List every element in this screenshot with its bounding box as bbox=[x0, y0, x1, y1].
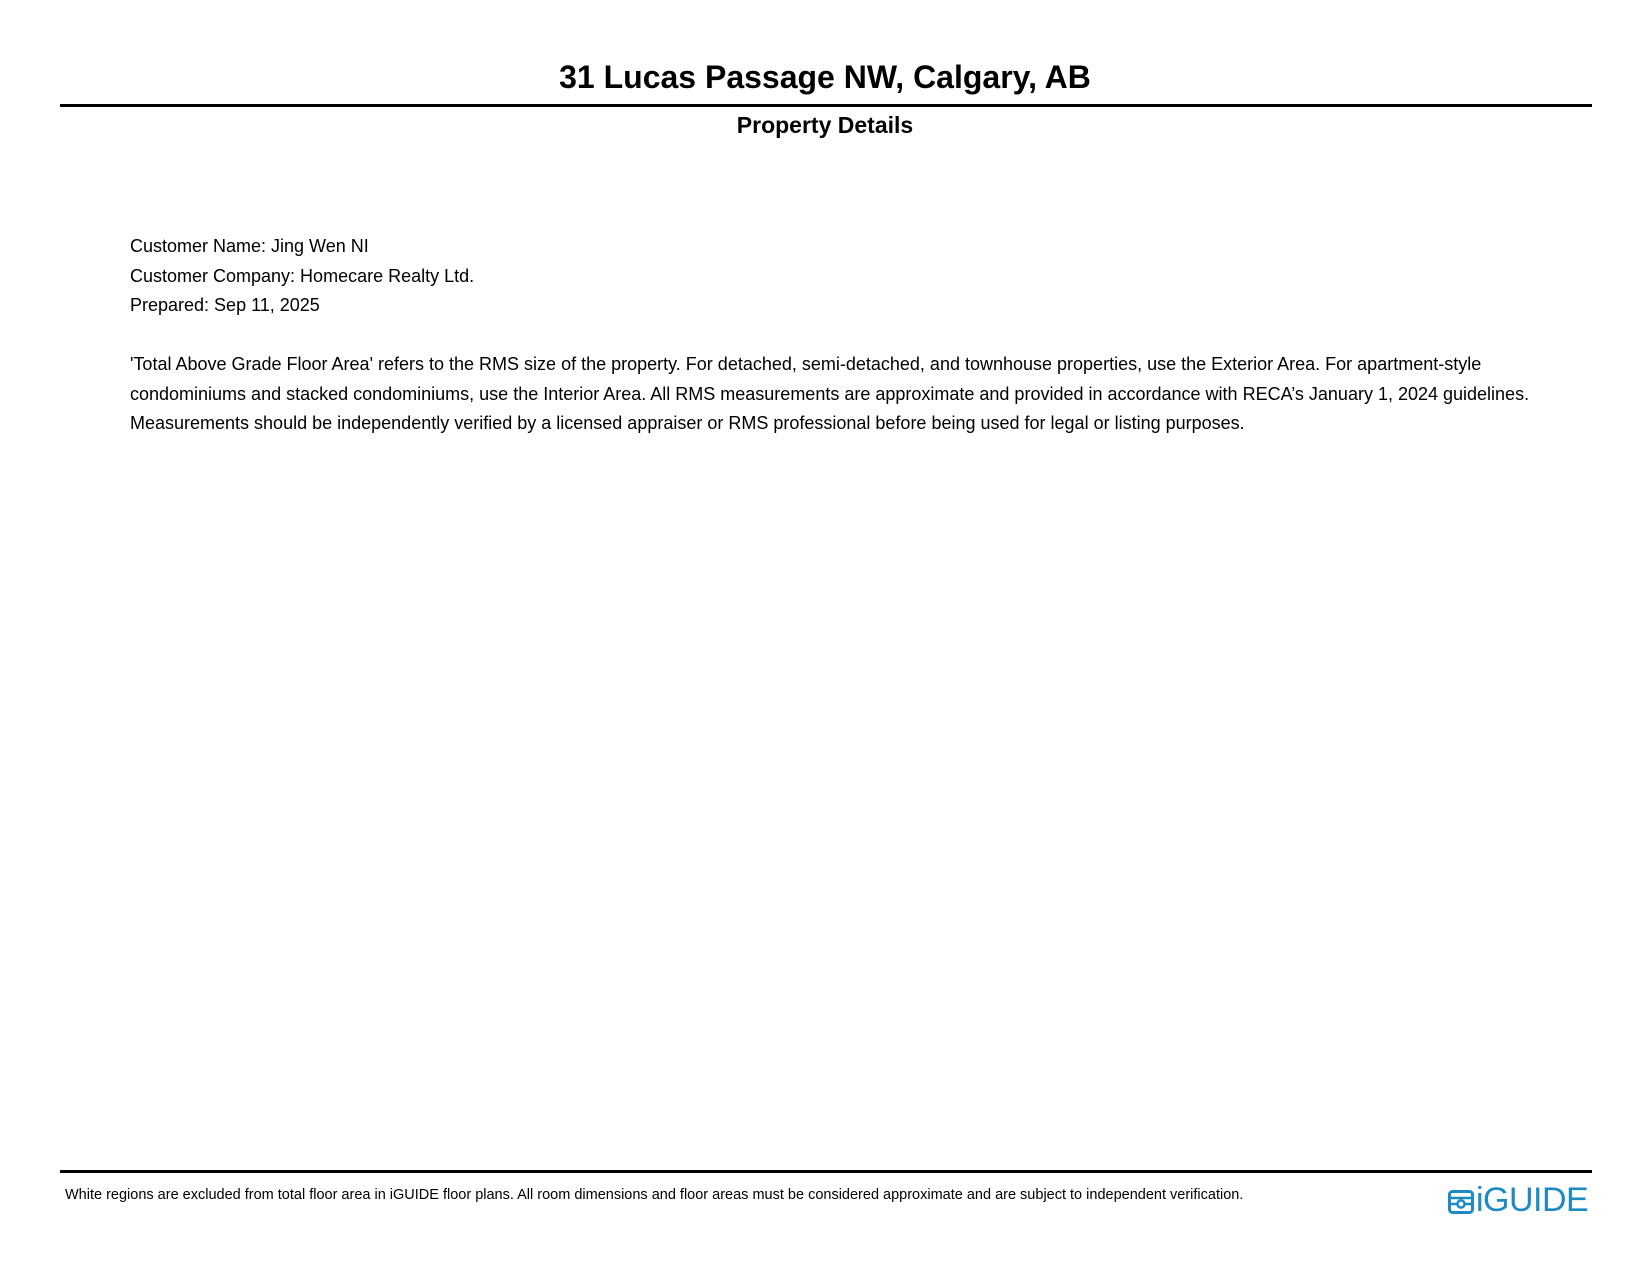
customer-company: Customer Company: Homecare Realty Ltd. bbox=[130, 265, 475, 286]
customer-details bbox=[130, 232, 1530, 321]
footer-divider bbox=[60, 1170, 1592, 1173]
rms-disclaimer: 'Total Above Grade Floor Area' refers to the RMS size of the property. For detached, semi-detached, and townhouse properties, use the Exterior Area. For apartment-style condominiums and stacked condominiums, use the Interior Area. All RMS measurements are approximate and provided in accordance with RECA’s January 1, 2024 guidelines. Measurements should be independently verified by a licensed appraiser or RMS professional before being used for legal or listing purposes. bbox=[130, 354, 1530, 433]
iguide-logo-text: iGUIDE bbox=[1476, 1181, 1589, 1219]
customer-name: Customer Name: Jing Wen NI bbox=[130, 236, 369, 256]
iguide-logo bbox=[1448, 1180, 1588, 1220]
iguide-logo-icon bbox=[1448, 1187, 1474, 1214]
page-title: 31 Lucas Passage NW, Calgary, AB bbox=[559, 59, 1091, 95]
section-title: Property Details bbox=[736, 112, 914, 138]
header-divider bbox=[60, 104, 1592, 107]
prepared-date: Prepared: Sep 11, 2025 bbox=[130, 295, 320, 315]
footer-note: White regions are excluded from total floor area in iGUIDE floor plans. All room dimensions and floor areas must be considered approximate and are subject to independent verification. bbox=[65, 1187, 1244, 1203]
